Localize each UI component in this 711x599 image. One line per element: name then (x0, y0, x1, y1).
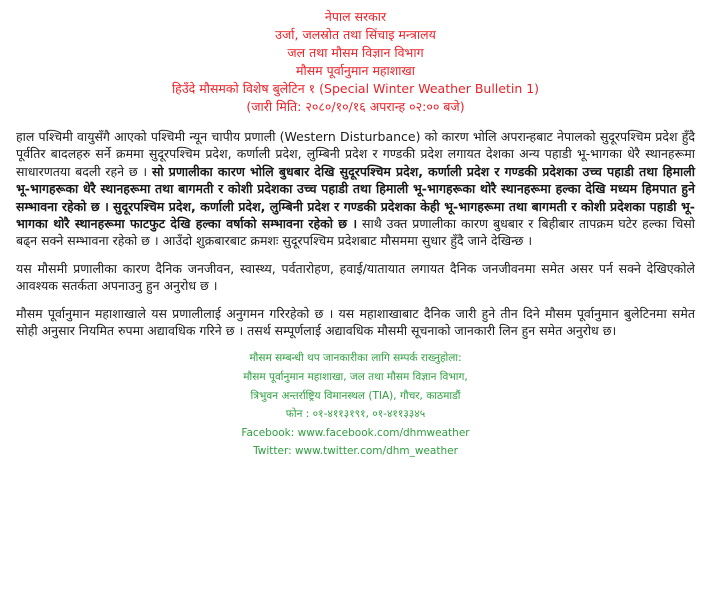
contact-heading: मौसम सम्बन्धी थप जानकारीका लागि सम्पर्क राख्नुहोला: (249, 352, 462, 365)
contact-address: त्रिभुवन अन्तर्राष्ट्रिय विमानस्थल (TIA), गौचर, काठमाडौं (250, 389, 461, 402)
contact-office: मौसम पूर्वानुमान महाशाखा, जल तथा मौसम विज्ञान विभाग, (243, 371, 468, 384)
department-name: जल तथा मौसम विज्ञान विभाग (287, 45, 424, 60)
paragraph-impact: यस मौसमी प्रणालीका कारण दैनिक जनजीवन, स्वास्थ्य, पर्वतारोहण, हवाई/यातायात लगायत दैनिक जनजीवनमा समेत असर पर्न सक्ने देखिएकोले आवश्यक सतर्कता अपनाउनु हुन अनुरोध छ । (16, 260, 695, 294)
contact-phone: फोन : ०१-४११३१९१, ०१-४११३३४५ (285, 408, 426, 421)
facebook-link[interactable]: Facebook: www.facebook.com/dhmweather (241, 426, 470, 439)
contact-block (16, 349, 695, 461)
rainfall-warning: सुदूरपश्चिम प्रदेश, कर्णाली प्रदेश, लुम्बिनी प्रदेश र गण्डकी प्रदेशका केही भू-भागहरूमा तथा बागमती र कोशी प्रदेशका पहाडी भू-भागका थोरै स्थानहरूमा फाटफुट देखि हल्का वर्षाको सम्भावना रहेको छ । (16, 198, 695, 232)
forecast-intro: हाल पश्चिमी वायुसँगै आएको पश्चिमी न्यून चापीय प्रणाली (Western Disturbance) को कारण भोलि अपरान्हबाट नेपालको सुदूरपश्चिम प्रदेश हुँदै पूर्वतिर बादलहरु सर्ने क्रममा सुदूरपश्चिम प्रदेश, कर्णाली प्रदेश, लुम्बिनी प्रदेश र गण्डकी प्रदेश लगायत देशका अन्य पहाडी भू-भागका धेरै स्थानहरूमा साधारणतया बदली रहने छ । (16, 129, 695, 179)
government-name: नेपाल सरकार (324, 9, 387, 24)
twitter-link[interactable]: Twitter: www.twitter.com/dhm_weather (253, 445, 458, 458)
ministry-name: उर्जा, जलस्रोत तथा सिंचाइ मन्त्रालय (275, 27, 436, 42)
snowfall-warning: सो प्रणालीका कारण भोलि बुधबार देखि सुदूरपश्चिम प्रदेश, कर्णाली प्रदेश र गण्डकी प्रदेशका उच्च पहाडी तथा हिमाली भू-भागहरूका धेरै स्थानहरूमा तथा बागमती र कोशी प्रदेशका उच्च पहाडी तथा हिमाली भू-भागहरूका थोरै स्थानहरूमा हल्का देखि मध्यम हिमपात हुने सम्भावना रहेको छ । (16, 163, 695, 214)
paragraph-monitoring: मौसम पूर्वानुमान महाशाखाले यस प्रणालीलाई अनुगमन गरिरहेको छ । यस महाशाखाबाट दैनिक जारी हुने तीन दिने मौसम पूर्वानुमान बुलेटिनमा समेत सोही अनुसार नियमित रुपमा अद्यावधिक गरिने छ । तसर्थ सम्पूर्णलाई अद्यावधिक मौसमी सूचनाको जानकारी लिन हुन समेत अनुरोध छ। (16, 305, 695, 339)
division-name: मौसम पूर्वानुमान महाशाखा (295, 63, 415, 78)
bulletin-title: हिउँदे मौसमको विशेष बुलेटिन १ (Special Winter Weather Bulletin 1) (171, 81, 540, 96)
temperature-note: साथै उक्त प्रणालीका कारण बुधबार र बिहीबार तापक्रम घटेर हल्का चिसो बढ्न सक्ने सम्भावना रहेको छ । आउँदो शुक्रबारबाट क्रमशः सुदूरपश्चिम प्रदेशबाट मौसममा सुधार हुँदै जाने देखिन्छ । (16, 216, 695, 249)
bulletin-header (16, 8, 695, 116)
issue-date: (जारी मिति: २०८०/१०/१६ अपरान्ह ०२:०० बजे) (246, 99, 465, 114)
bulletin-body (16, 128, 695, 339)
paragraph-forecast (16, 128, 695, 250)
